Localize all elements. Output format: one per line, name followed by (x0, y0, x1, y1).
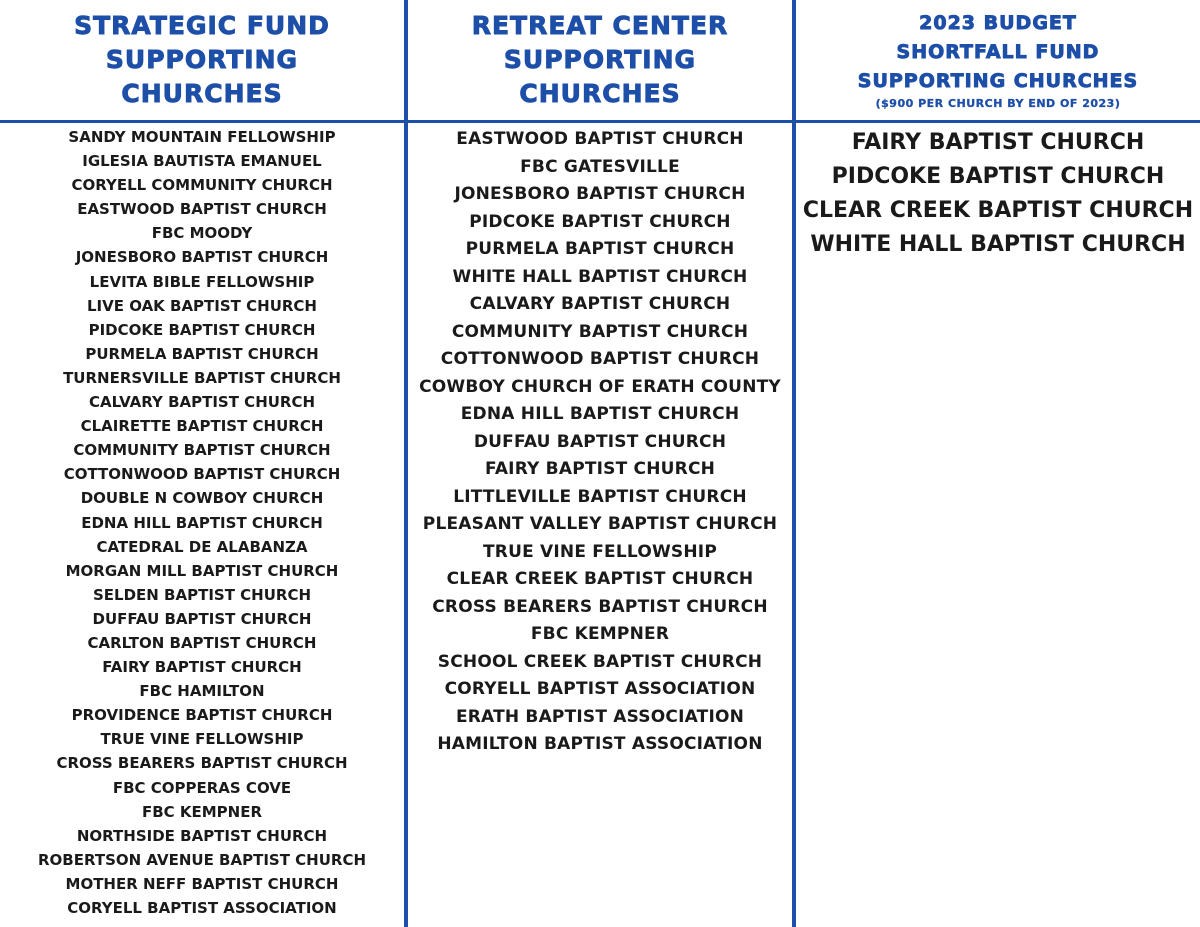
church-list-item: COTTONWOOD BAPTIST CHURCH (440, 349, 760, 369)
church-list-item: DUFFAU BAPTIST CHURCH (92, 609, 312, 628)
church-list-item: EASTWOOD BAPTIST CHURCH (77, 200, 327, 219)
church-list-item: ERATH BAPTIST ASSOCIATION (455, 706, 745, 727)
church-list-item: HAMILTON BAPTIST ASSOCIATION (437, 734, 763, 754)
church-list-item: WHITE HALL BAPTIST CHURCH (810, 232, 1186, 257)
church-list-item: FAIRY BAPTIST CHURCH (851, 130, 1145, 155)
church-list-item: CROSS BEARERS BAPTIST CHURCH (56, 754, 348, 773)
church-list-item: PURMELA BAPTIST CHURCH (85, 344, 319, 363)
church-list-item: FAIRY BAPTIST CHURCH (102, 658, 302, 677)
church-list-item: DOUBLE N COWBOY CHURCH (80, 489, 324, 508)
church-list-item: LITTLEVILLE BAPTIST CHURCH (453, 486, 747, 507)
church-list-item: TRUE VINE FELLOWSHIP (100, 730, 304, 749)
church-list-item: CALVARY BAPTIST CHURCH (88, 393, 316, 412)
heading-subtitle: ($900 PER CHURCH BY END OF 2023) (875, 96, 1121, 110)
church-list-item: CARLTON BAPTIST CHURCH (87, 633, 317, 652)
retreat-center-heading (408, 0, 792, 120)
budget-shortfall-heading (796, 0, 1200, 120)
heading-line: SUPPORTING CHURCHES (857, 69, 1139, 92)
church-list-item: PIDCOKE BAPTIST CHURCH (831, 164, 1165, 189)
retreat-center-church-list (408, 126, 792, 759)
church-list-item: TRUE VINE FELLOWSHIP (482, 541, 717, 562)
church-list-item: FBC KEMPNER (530, 624, 670, 644)
budget-shortfall-column (796, 0, 1200, 927)
heading-line: SUPPORTING (105, 45, 299, 74)
church-list-item: MOTHER NEFF BAPTIST CHURCH (65, 874, 339, 893)
church-list-item: FAIRY BAPTIST CHURCH (484, 459, 716, 479)
church-list-item: SCHOOL CREEK BAPTIST CHURCH (437, 651, 763, 672)
budget-shortfall-church-list (796, 126, 1200, 262)
church-list-item: CLAIRETTE BAPTIST CHURCH (80, 417, 324, 436)
church-list-item: CORYELL BAPTIST ASSOCIATION (67, 899, 337, 917)
church-list-item: CATEDRAL DE ALABANZA (96, 537, 308, 556)
church-list-item: JONESBORO BAPTIST CHURCH (75, 248, 329, 267)
heading-line: RETREAT CENTER (471, 11, 729, 40)
church-list-item: FBC MOODY (151, 224, 253, 243)
church-list-item: FBC COPPERAS COVE (112, 778, 292, 797)
heading-line: STRATEGIC FUND (74, 11, 330, 40)
strategic-fund-column (0, 0, 404, 927)
church-list-item: NORTHSIDE BAPTIST CHURCH (76, 826, 328, 845)
church-list-item: CLEAR CREEK BAPTIST CHURCH (802, 198, 1194, 223)
church-list-item: PIDCOKE BAPTIST CHURCH (88, 320, 316, 339)
church-list-item: EASTWOOD BAPTIST CHURCH (456, 129, 744, 149)
church-list-item: LEVITA BIBLE FELLOWSHIP (89, 272, 315, 291)
church-list-item: CORYELL BAPTIST ASSOCIATION (444, 679, 756, 699)
heading-line: SUPPORTING (503, 45, 697, 74)
church-list-item: FBC KEMPNER (141, 802, 263, 821)
church-list-item: TURNERSVILLE BAPTIST CHURCH (63, 368, 341, 387)
church-list-item: MORGAN MILL BAPTIST CHURCH (65, 561, 339, 580)
church-list-item: PROVIDENCE BAPTIST CHURCH (71, 706, 333, 725)
church-list-item: PURMELA BAPTIST CHURCH (465, 239, 735, 259)
church-list-item: ROBERTSON AVENUE BAPTIST CHURCH (37, 850, 367, 869)
church-list-item: DUFFAU BAPTIST CHURCH (473, 431, 727, 452)
heading-line: 2023 BUDGET (919, 11, 1077, 34)
church-list-item: CALVARY BAPTIST CHURCH (469, 294, 731, 314)
church-list-item: FBC HAMILTON (139, 682, 265, 701)
church-list-item: PIDCOKE BAPTIST CHURCH (469, 211, 731, 232)
church-list-item: LIVE OAK BAPTIST CHURCH (87, 296, 317, 315)
heading-line: SHORTFALL FUND (896, 40, 1100, 63)
heading-line: CHURCHES (519, 79, 681, 108)
church-list-item: EDNA HILL BAPTIST CHURCH (81, 513, 323, 532)
church-list-item: COWBOY CHURCH OF ERATH COUNTY (419, 376, 781, 397)
church-list-item: FBC GATESVILLE (520, 156, 680, 177)
church-list-item: COMMUNITY BAPTIST CHURCH (451, 321, 749, 342)
heading-line: CHURCHES (121, 79, 283, 108)
church-list-item: CROSS BEARERS BAPTIST CHURCH (432, 596, 768, 617)
church-list-item: EDNA HILL BAPTIST CHURCH (460, 404, 740, 424)
church-list-item: SELDEN BAPTIST CHURCH (92, 585, 312, 604)
church-list-item: JONESBORO BAPTIST CHURCH (454, 184, 746, 204)
church-list-item: COTTONWOOD BAPTIST CHURCH (63, 465, 341, 484)
church-list-item: IGLESIA BAUTISTA EMANUEL (82, 152, 322, 171)
church-list-item: COMMUNITY BAPTIST CHURCH (73, 441, 331, 460)
strategic-fund-heading (0, 0, 404, 120)
retreat-center-column (408, 0, 792, 927)
church-list-item: PLEASANT VALLEY BAPTIST CHURCH (422, 514, 778, 534)
church-list-item: WHITE HALL BAPTIST CHURCH (452, 266, 748, 287)
church-list-item: CORYELL COMMUNITY CHURCH (71, 176, 333, 195)
strategic-fund-church-list (0, 125, 404, 920)
church-list-item: CLEAR CREEK BAPTIST CHURCH (446, 569, 754, 589)
church-list-item: SANDY MOUNTAIN FELLOWSHIP (68, 128, 336, 146)
